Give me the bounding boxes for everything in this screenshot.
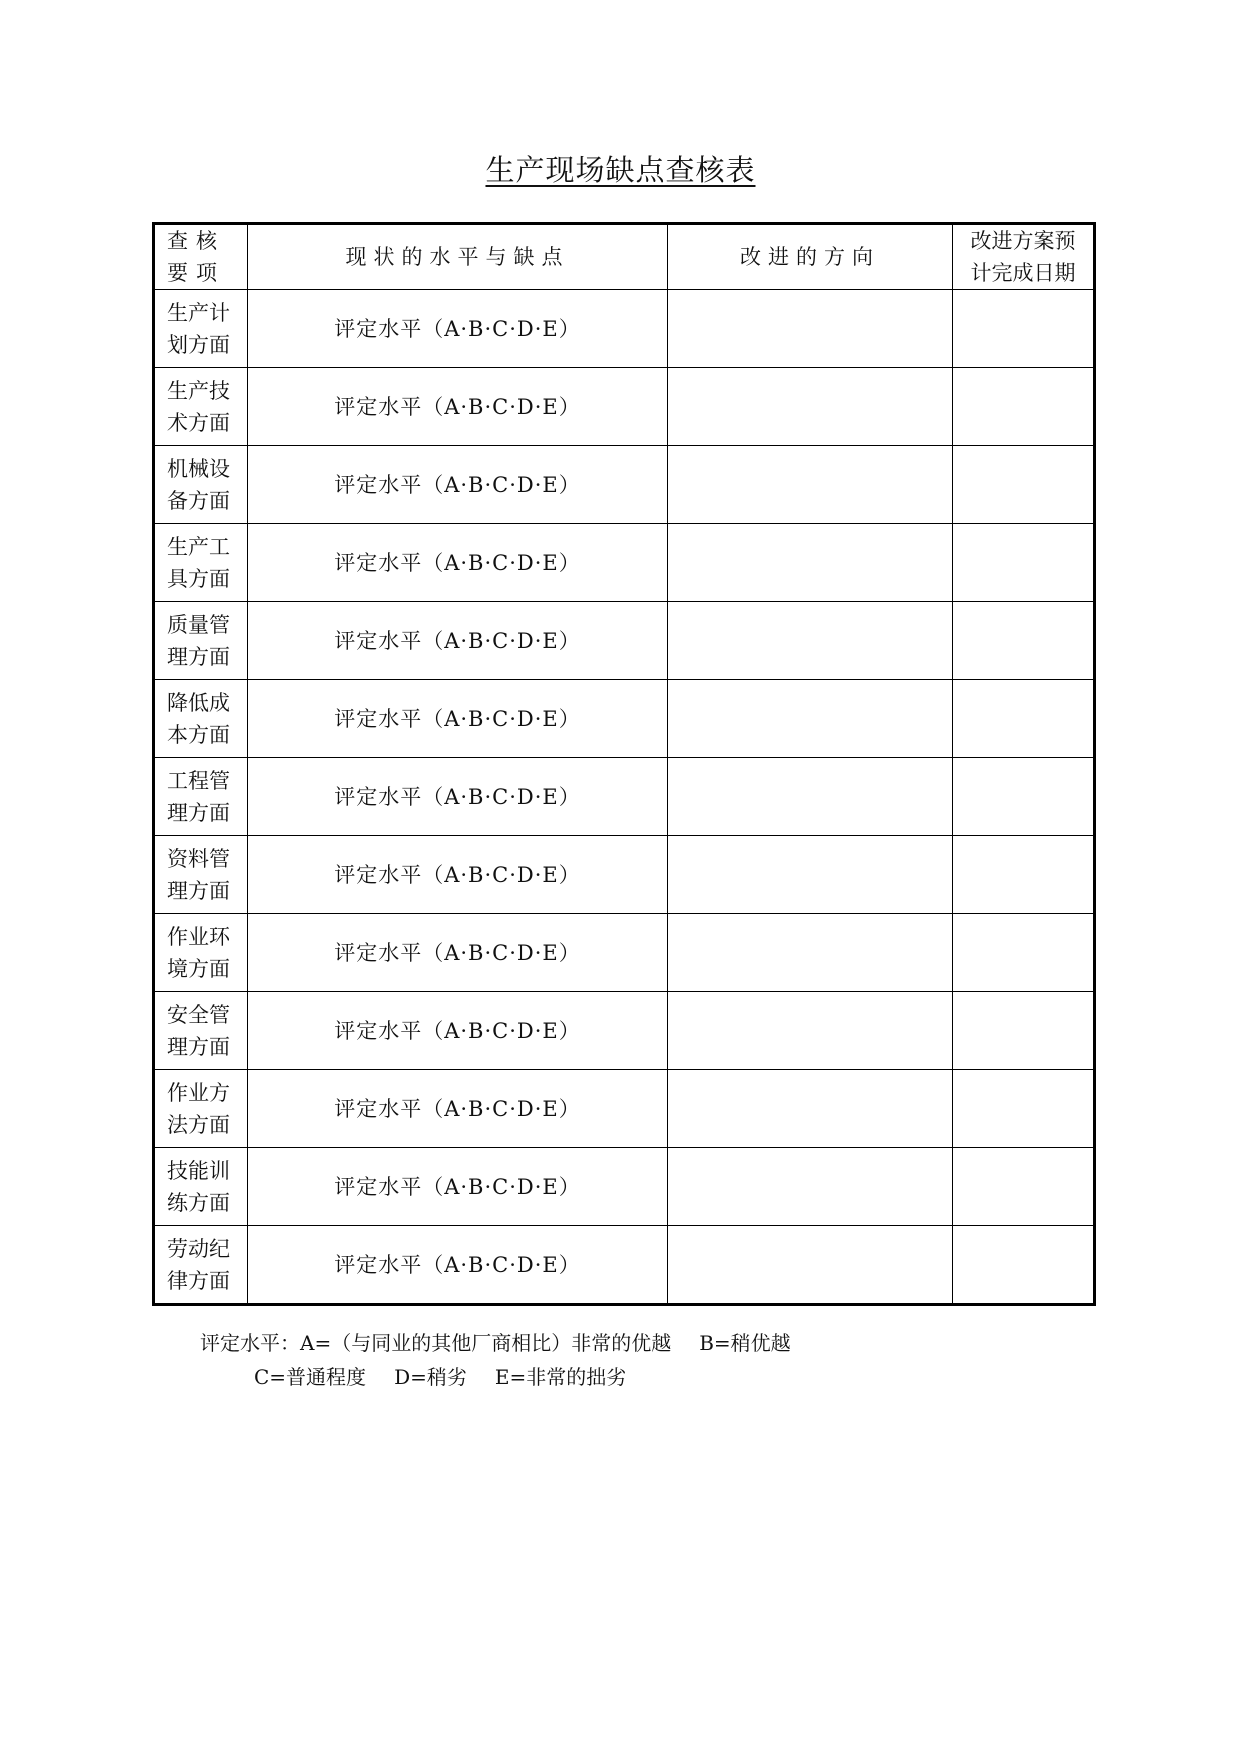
inspection-item: [154, 836, 248, 914]
improvement-direction-cell[interactable]: [668, 992, 953, 1070]
inspection-item: [154, 290, 248, 368]
improvement-direction-cell[interactable]: [668, 1226, 953, 1305]
inspection-item: [154, 602, 248, 680]
rating-cell: 评定水平（A·B·C·D·E）: [248, 602, 668, 680]
inspection-item-line2: 理方面: [167, 800, 230, 825]
improvement-direction-cell[interactable]: [668, 1148, 953, 1226]
table-row: [154, 1148, 1095, 1226]
rating-cell: 评定水平（A·B·C·D·E）: [248, 524, 668, 602]
inspection-item: [154, 1226, 248, 1305]
header-date-line1: 改进方案预: [970, 229, 1076, 253]
completion-date-cell[interactable]: [953, 758, 1095, 836]
completion-date-cell[interactable]: [953, 524, 1095, 602]
table-row: [154, 836, 1095, 914]
inspection-item-line2: 理方面: [167, 878, 230, 903]
inspection-item-line2: 本方面: [167, 722, 230, 747]
inspection-item-line2: 术方面: [167, 410, 230, 435]
inspection-item-line1: 降低成: [167, 690, 230, 715]
table-row: [154, 524, 1095, 602]
inspection-item-line2: 律方面: [167, 1268, 230, 1293]
rating-cell: 评定水平（A·B·C·D·E）: [248, 1070, 668, 1148]
completion-date-cell[interactable]: [953, 1070, 1095, 1148]
legend-line-1: [200, 1326, 791, 1360]
inspection-item-line1: 资料管: [167, 846, 230, 871]
inspection-item: [154, 1148, 248, 1226]
inspection-item-line1: 生产工: [167, 534, 230, 559]
header-item-line2: 要项: [167, 261, 225, 285]
improvement-direction-cell[interactable]: [668, 914, 953, 992]
inspection-item: [154, 758, 248, 836]
inspection-item-line2: 境方面: [167, 956, 230, 981]
improvement-direction-cell[interactable]: [668, 602, 953, 680]
inspection-item-line2: 划方面: [167, 332, 230, 357]
legend-d: D=稍劣: [394, 1365, 467, 1389]
table-row: [154, 914, 1095, 992]
table-row: [154, 602, 1095, 680]
header-date-line2: 计完成日期: [970, 261, 1076, 285]
improvement-direction-cell[interactable]: [668, 290, 953, 368]
inspection-item-line1: 劳动纪: [167, 1236, 230, 1261]
completion-date-cell[interactable]: [953, 992, 1095, 1070]
inspection-item-line1: 安全管: [167, 1002, 230, 1027]
inspection-item-line2: 理方面: [167, 1034, 230, 1059]
inspection-item: [154, 992, 248, 1070]
table-row: [154, 1226, 1095, 1305]
header-status: 现状的水平与缺点: [248, 224, 668, 290]
inspection-item-line1: 技能训: [167, 1158, 230, 1183]
completion-date-cell[interactable]: [953, 1148, 1095, 1226]
improvement-direction-cell[interactable]: [668, 368, 953, 446]
inspection-item-line1: 机械设: [167, 456, 230, 481]
table-row: [154, 680, 1095, 758]
legend-e: E=非常的拙劣: [494, 1365, 627, 1389]
completion-date-cell[interactable]: [953, 290, 1095, 368]
rating-cell: 评定水平（A·B·C·D·E）: [248, 290, 668, 368]
inspection-item: [154, 680, 248, 758]
rating-cell: 评定水平（A·B·C·D·E）: [248, 368, 668, 446]
header-item: [154, 224, 248, 290]
inspection-item-line1: 质量管: [167, 612, 230, 637]
header-date: [953, 224, 1095, 290]
improvement-direction-cell[interactable]: [668, 446, 953, 524]
table-row: [154, 992, 1095, 1070]
inspection-item-line2: 备方面: [167, 488, 230, 513]
inspection-table: [152, 222, 1096, 1306]
inspection-item-line1: 作业环: [167, 924, 230, 949]
completion-date-cell[interactable]: [953, 1226, 1095, 1305]
table-header-row: [154, 224, 1095, 290]
inspection-item-line2: 理方面: [167, 644, 230, 669]
legend-label: 评定水平：: [200, 1331, 300, 1355]
inspection-item: [154, 1070, 248, 1148]
rating-cell: 评定水平（A·B·C·D·E）: [248, 836, 668, 914]
completion-date-cell[interactable]: [953, 914, 1095, 992]
inspection-item: [154, 914, 248, 992]
inspection-item-line1: 工程管: [167, 768, 230, 793]
legend-b: B=稍优越: [699, 1331, 791, 1355]
rating-cell: 评定水平（A·B·C·D·E）: [248, 1148, 668, 1226]
rating-cell: 评定水平（A·B·C·D·E）: [248, 1226, 668, 1305]
inspection-item-line2: 法方面: [167, 1112, 230, 1137]
table-row: [154, 1070, 1095, 1148]
table-row: [154, 290, 1095, 368]
completion-date-cell[interactable]: [953, 680, 1095, 758]
completion-date-cell[interactable]: [953, 446, 1095, 524]
improvement-direction-cell[interactable]: [668, 524, 953, 602]
table-row: [154, 758, 1095, 836]
legend-c: C=普通程度: [254, 1365, 367, 1389]
rating-cell: 评定水平（A·B·C·D·E）: [248, 680, 668, 758]
improvement-direction-cell[interactable]: [668, 836, 953, 914]
page-title: 生产现场缺点查核表: [485, 153, 756, 187]
inspection-item: [154, 368, 248, 446]
inspection-item-line2: 具方面: [167, 566, 230, 591]
table-row: [154, 446, 1095, 524]
inspection-item: [154, 524, 248, 602]
table-row: [154, 368, 1095, 446]
rating-cell: 评定水平（A·B·C·D·E）: [248, 446, 668, 524]
completion-date-cell[interactable]: [953, 368, 1095, 446]
completion-date-cell[interactable]: [953, 836, 1095, 914]
completion-date-cell[interactable]: [953, 602, 1095, 680]
inspection-item-line1: 作业方: [167, 1080, 230, 1105]
inspection-item: [154, 446, 248, 524]
rating-cell: 评定水平（A·B·C·D·E）: [248, 992, 668, 1070]
legend-line-2: [200, 1360, 791, 1394]
header-item-line1: 查核: [167, 229, 225, 253]
header-direction: 改进的方向: [668, 224, 953, 290]
inspection-item-line1: 生产计: [167, 300, 230, 325]
improvement-direction-cell[interactable]: [668, 758, 953, 836]
rating-legend: [200, 1326, 791, 1394]
inspection-item-line2: 练方面: [167, 1190, 230, 1215]
table-body: [154, 290, 1095, 1305]
rating-cell: 评定水平（A·B·C·D·E）: [248, 758, 668, 836]
improvement-direction-cell[interactable]: [668, 1070, 953, 1148]
improvement-direction-cell[interactable]: [668, 680, 953, 758]
inspection-item-line1: 生产技: [167, 378, 230, 403]
legend-a: A=（与同业的其他厂商相比）非常的优越: [300, 1331, 672, 1355]
rating-cell: 评定水平（A·B·C·D·E）: [248, 914, 668, 992]
